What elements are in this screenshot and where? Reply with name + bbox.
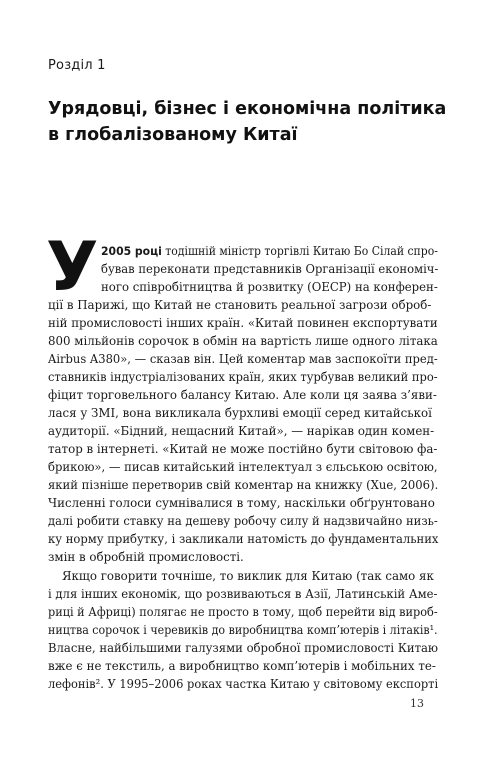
body-line: ного співробітництва й розвитку (ОЕСР) на конферен-	[101, 280, 438, 294]
body-line: 800 мільйонів сорочок в обмін на вартість лише одного літака	[48, 334, 438, 348]
body-line: і для інших економік, що розвиваються в Азії, Латинській Аме-	[48, 587, 438, 601]
body-line-1-text: тодішній міністр торгівлі Китаю Бо Сілай спро-	[161, 244, 438, 258]
body-line: Airbus A380», — сказав він. Цей коментар мав заспокоїти пред-	[48, 352, 438, 366]
chapter-title	[48, 96, 448, 148]
body-line: лефонів². У 1995–2006 роках частка Китаю у світовому експорті	[48, 677, 439, 691]
body-line: вже є не текстиль, а виробництво комп’ютерів і мобільних те-	[48, 659, 436, 673]
body-line: татор в інтернеті. «Китай не може постійно бути світовою фа-	[48, 442, 438, 456]
chapter-title-line-1: Урядовці, бізнес і економічна політика	[48, 99, 447, 119]
body-line: лася у ЗМІ, вона викликала бурхливі емоції серед китайської	[48, 406, 432, 420]
body-line: змін в обробній промисловості.	[48, 550, 244, 564]
body-line: ництва сорочок і черевиків до виробництва комп’ютерів і літаків¹.	[48, 623, 438, 637]
body-line: який пізніше перетворив свій коментар на книжку (Xue, 2006).	[48, 478, 439, 492]
body-line: ній промисловості інших країн. «Китай повинен експортувати	[48, 316, 438, 330]
body-line: ку норму прибутку, і закликали натомість до фундаментальних	[48, 532, 439, 546]
page-number: 13	[410, 697, 424, 710]
body-line: Численні голоси сумнівалися в тому, наскільки обґрунтовано	[48, 496, 435, 510]
body-line: далі робити ставку на дешеву робочу силу й надзвичайно низь-	[48, 514, 438, 528]
body-line: брикою», — писав китайський інтелектуал з єльською освітою,	[48, 460, 438, 474]
body-line: риці й Африці) полягає не просто в тому, щоб перейти від вироб-	[48, 605, 438, 619]
chapter-title-line-2: в глобалізованому Китаї	[48, 125, 298, 145]
lead-bold-text: 2005 році	[101, 244, 162, 258]
body-line-1	[101, 242, 438, 260]
body-line: Власне, найбільшими галузями обробної промисловості Китаю	[48, 641, 439, 655]
drop-cap: У	[46, 228, 99, 307]
body-line: ставників індустріалізованих країн, яких турбував великий про-	[48, 370, 438, 384]
body-line: Якщо говорити точніше, то виклик для Китаю (так само як	[62, 569, 434, 583]
body-line: аудиторії. «Бідний, нещасний Китай», — нарікав один комен-	[48, 424, 435, 438]
body-line: ції в Парижі, що Китай не становить реальної загрози оброб-	[48, 298, 432, 312]
body-line: фіцит торговельного балансу Китаю. Але коли ця заява з’яви-	[48, 388, 437, 402]
chapter-label: Розділ 1	[48, 58, 106, 73]
body-line: бував переконати представників Організації економіч-	[101, 262, 439, 276]
